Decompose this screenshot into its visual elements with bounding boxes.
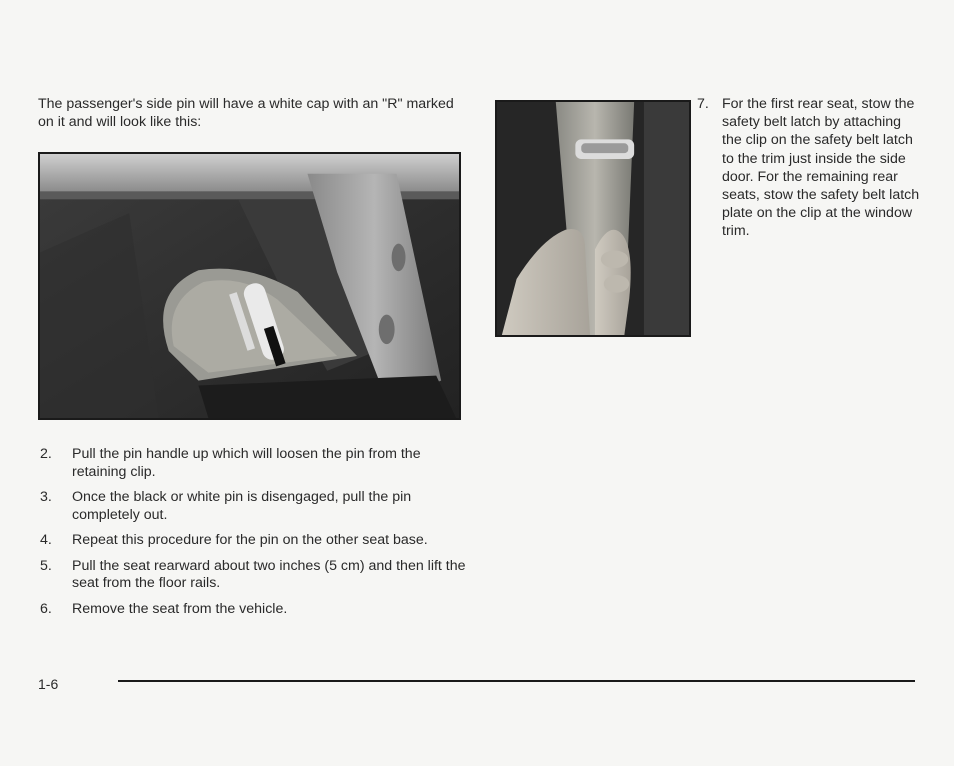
steps-list xyxy=(40,446,470,626)
intro-paragraph: The passenger's side pin will have a white cap with an "R" marked on it and will look like this: xyxy=(38,96,454,130)
step-number: 6. xyxy=(40,600,52,617)
step-7 xyxy=(697,95,922,241)
step-text: Pull the pin handle up which will loosen the pin from the retaining clip. xyxy=(72,446,421,480)
step-text: Once the black or white pin is disengaged, pull the pin completely out. xyxy=(72,489,412,523)
step-number: 5. xyxy=(40,557,52,574)
list-item xyxy=(40,601,470,619)
seat-pin-photo xyxy=(38,152,461,420)
step-text: Repeat this procedure for the pin on the other seat base. xyxy=(72,532,428,548)
list-item xyxy=(40,446,470,481)
step-text: For the first rear seat, stow the safety belt latch by attaching the clip on the safety belt latch to the trim just inside the side door. For the remaining rear seats, stow the safety belt latch plate on the clip at the window trim. xyxy=(722,96,920,240)
step-number: 2. xyxy=(40,446,52,462)
step-number: 3. xyxy=(40,489,52,505)
step-number: 7. xyxy=(697,96,709,112)
step-number: 4. xyxy=(40,532,52,548)
step-text: Pull the seat rearward about two inches (5 cm) and then lift the seat from the floor rails. xyxy=(72,557,466,591)
step-text: Remove the seat from the vehicle. xyxy=(72,600,288,617)
page-number: 1-6 xyxy=(38,676,59,692)
belt-latch-clip-photo xyxy=(495,100,691,337)
list-item xyxy=(40,489,470,524)
list-item xyxy=(40,558,470,593)
footer-rule xyxy=(118,680,915,682)
list-item xyxy=(40,532,470,550)
